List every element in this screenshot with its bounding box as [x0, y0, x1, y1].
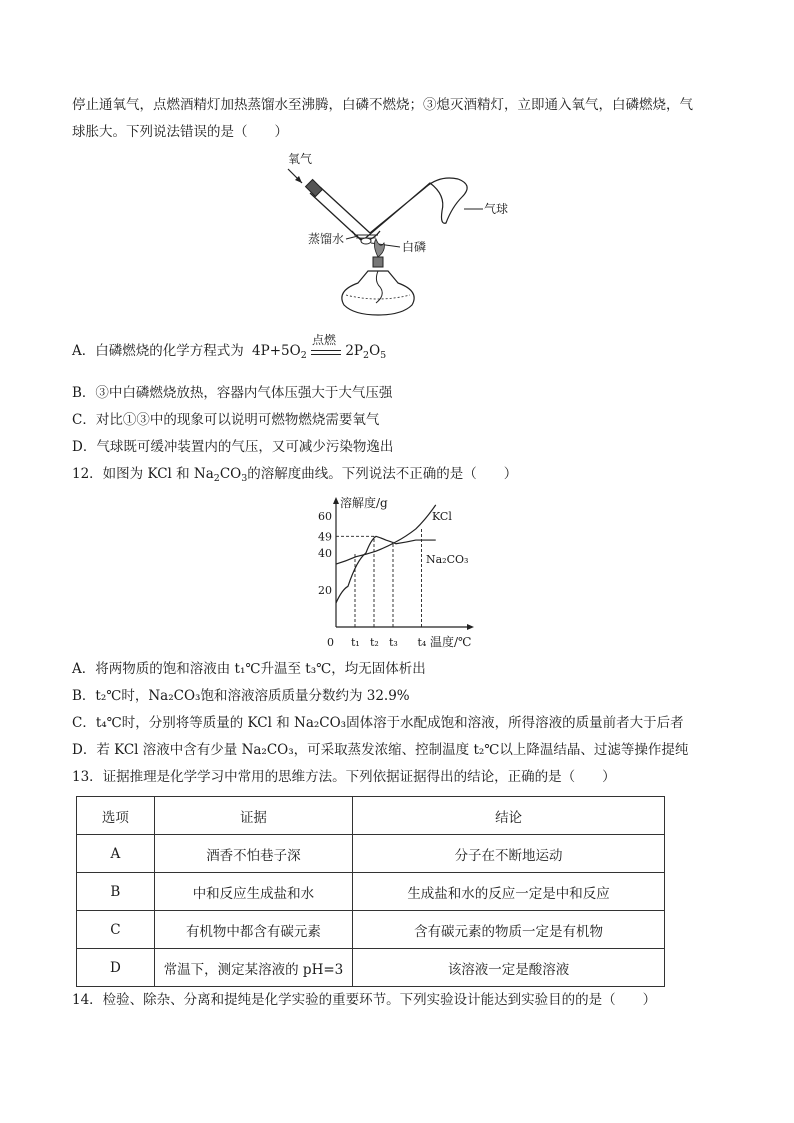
row-evidence: 有机物中都含有碳元素 [154, 911, 352, 949]
row-evidence: 酒香不怕巷子深 [154, 835, 352, 873]
q11-continuation-line-2: 球胀大。下列说法错误的是（ ） [72, 124, 288, 140]
equation-right-sub-1: 2 [363, 350, 370, 361]
x-tick-label: t₄ [417, 636, 427, 649]
y-tick-label: 60 [318, 510, 332, 523]
row-conclusion: 含有碳元素的物质一定是有机物 [353, 911, 665, 949]
q12-option-a: A．将两物质的饱和溶液由 t₁℃升温至 t₃℃，均无固体析出 [72, 661, 426, 677]
alcohol-lamp-body [342, 271, 414, 315]
x-tick-label: t₁ [351, 636, 360, 649]
table-row [77, 873, 665, 911]
series-label-na2co3: Na₂CO₃ [426, 553, 469, 566]
y-axis-arrow [333, 497, 339, 504]
q11-continuation-line-1: 停止通氧气，点燃酒精灯加热蒸馏水至沸腾，白磷不燃烧；③熄灭酒精灯，立即通入氧气，白磷燃烧，气 [72, 97, 693, 113]
equation-left-sub: 2 [300, 350, 307, 361]
header-conclusion: 结论 [353, 797, 665, 835]
q13-stem: 13．证据推理是化学学习中常用的思维方法。下列依据证据得出的结论，正确的是（ ） [72, 769, 616, 785]
row-evidence: 中和反应生成盐和水 [154, 873, 352, 911]
header-evidence: 证据 [154, 797, 352, 835]
equation-double-line [311, 350, 341, 355]
equation-condition: 点燃 [312, 332, 337, 347]
q12-stem-mid: CO [219, 466, 242, 482]
apparatus-diagram [280, 145, 509, 325]
q11-option-d: D．气球既可缓冲装置内的气压，又可减少污染物逸出 [72, 439, 394, 455]
v-tube-right-arm [362, 183, 430, 241]
q12-option-b: B．t₂℃时，Na₂CO₃饱和溶液溶质质量分数约为 32.9% [72, 688, 410, 704]
table-row [77, 911, 665, 949]
q11-option-a [72, 332, 387, 366]
y-axis-label: 溶解度/g [340, 496, 388, 510]
equation-left: 4P+5O [252, 343, 301, 359]
row-option: C [77, 911, 155, 949]
oxygen-label: 氧气 [288, 152, 313, 166]
series-line-kcl [336, 505, 436, 564]
row-conclusion: 生成盐和水的反应一定是中和反应 [353, 873, 665, 911]
equation-right: 2P [345, 343, 364, 359]
q11-option-b: B．③中白磷燃烧放热，容器内气体压强大于大气压强 [72, 385, 393, 401]
table-row [77, 949, 665, 987]
series-label-kcl: KCl [432, 510, 452, 523]
table-row [77, 835, 665, 873]
table-header-row [77, 797, 665, 835]
alcohol-lamp-wick [373, 257, 383, 267]
row-option: B [77, 873, 155, 911]
x-axis-label: 温度/℃ [430, 635, 472, 649]
q13-table [76, 796, 665, 987]
q12-option-d: D．若 KCl 溶液中含有少量 Na₂CO₃，可采取蒸发浓缩、控制温度 t₂℃以上降温结晶、过滤等操作提纯 [72, 742, 689, 758]
header-option: 选项 [77, 797, 155, 835]
y-tick-label: 20 [318, 584, 332, 597]
q11-option-a-text: A．白磷燃烧的化学方程式为 [72, 343, 244, 359]
rubber-stopper [306, 180, 323, 197]
phosphorus-label: 白磷 [402, 240, 427, 254]
row-option: A [77, 835, 155, 873]
balloon [426, 178, 467, 223]
q11-option-c: C．对比①③中的现象可以说明可燃物燃烧需要氧气 [72, 412, 380, 428]
q12-stem [72, 464, 517, 489]
y-tick-label: 40 [318, 547, 332, 560]
x-axis-arrow [467, 624, 474, 630]
row-evidence: 常温下，测定某溶液的 pH=3 [154, 949, 352, 987]
alcohol-lamp-flame [374, 239, 384, 257]
water-pointer [346, 236, 358, 239]
origin-label: 0 [327, 636, 334, 649]
q12-stem-pre: 12．如图为 KCl 和 Na [72, 466, 214, 482]
white-phosphorus [361, 238, 371, 244]
equation [252, 332, 387, 366]
y-tick-label: 49 [318, 530, 332, 544]
q12-option-c: C．t₄℃时，分别将等质量的 KCl 和 Na₂CO₃固体溶于水配成饱和溶液，所得溶液的质量前者大于后者 [72, 715, 684, 731]
x-tick-label: t₂ [370, 636, 379, 649]
q14-stem: 14．检验、除杂、分离和提纯是化学实验的重要环节。下列实验设计能达到实验目的的是（ ） [72, 992, 657, 1008]
x-tick-label: t₃ [389, 636, 398, 649]
q12-stem-sub: 2 [213, 473, 220, 484]
water-label: 蒸馏水 [308, 232, 345, 246]
equation-arrow [311, 332, 341, 359]
equation-right-mid: O [369, 343, 381, 359]
q12-stem-sub-2: 3 [241, 473, 248, 484]
row-option: D [77, 949, 155, 987]
balloon-label: 气球 [484, 202, 509, 216]
solubility-chart [300, 495, 510, 655]
q12-stem-post: 的溶解度曲线。下列说法不正确的是（ ） [247, 466, 518, 482]
row-conclusion: 分子在不断地运动 [353, 835, 665, 873]
equation-right-sub-2: 5 [380, 350, 387, 361]
row-conclusion: 该溶液一定是酸溶液 [353, 949, 665, 987]
